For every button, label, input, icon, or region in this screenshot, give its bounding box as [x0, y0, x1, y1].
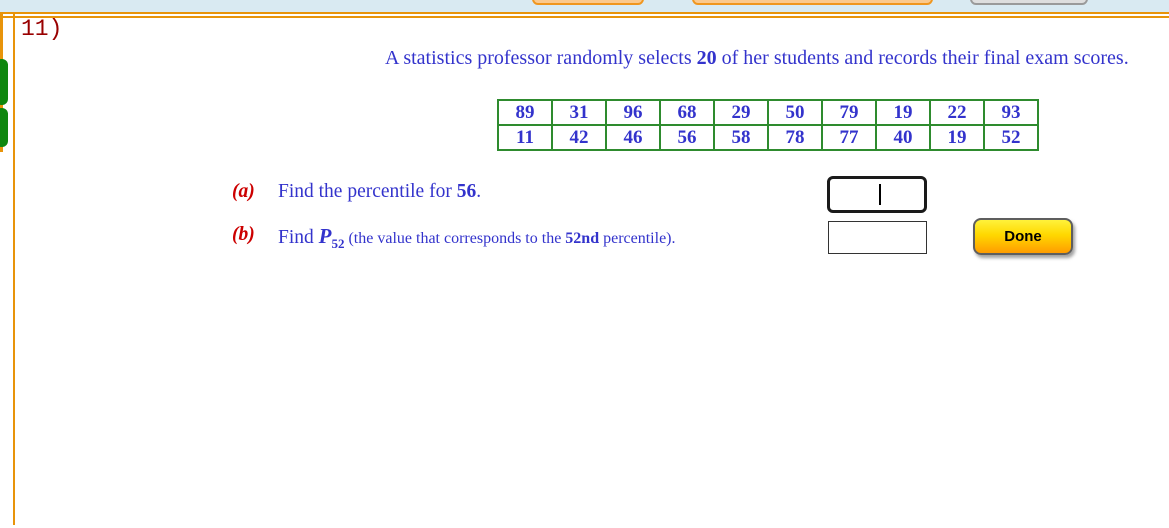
- answer-input-b[interactable]: [828, 221, 927, 254]
- score-cell: 19: [876, 100, 930, 125]
- part-b-text-pre: Find: [278, 227, 319, 248]
- scores-table: [497, 99, 1039, 151]
- score-cell: 40: [876, 125, 930, 150]
- question-number: 11): [21, 16, 63, 42]
- score-cell: 56: [660, 125, 714, 150]
- part-a-row: [0, 181, 1169, 211]
- score-cell: 77: [822, 125, 876, 150]
- score-cell: 68: [660, 100, 714, 125]
- p-symbol: P: [318, 224, 332, 248]
- toolbar-button-3[interactable]: [970, 0, 1088, 5]
- score-cell: 19: [930, 125, 984, 150]
- p-subscript: 52: [331, 235, 345, 251]
- score-cell: 50: [768, 100, 822, 125]
- part-b-paren-post: percentile).: [599, 230, 676, 247]
- scores-table-row: [498, 100, 1038, 125]
- side-panel-button-2[interactable]: [0, 108, 8, 147]
- part-b-paren-bold: 52nd: [565, 230, 600, 247]
- part-b-text: [278, 224, 676, 252]
- part-a-text: [278, 181, 481, 203]
- toolbar-button-2[interactable]: [692, 0, 933, 5]
- scores-table-row: [498, 125, 1038, 150]
- part-a-text-post: .: [476, 181, 482, 202]
- top-toolbar: [0, 0, 1169, 12]
- score-cell: 11: [498, 125, 552, 150]
- score-cell: 46: [606, 125, 660, 150]
- part-a-text-pre: Find the percentile for: [278, 181, 457, 202]
- problem-statement: [385, 44, 1163, 72]
- answer-input-a[interactable]: [827, 176, 927, 213]
- side-panel-button-1[interactable]: [0, 59, 8, 105]
- part-b-label: (b): [232, 224, 255, 245]
- score-cell: 52: [984, 125, 1038, 150]
- score-cell: 29: [714, 100, 768, 125]
- score-cell: 96: [606, 100, 660, 125]
- score-cell: 93: [984, 100, 1038, 125]
- score-cell: 22: [930, 100, 984, 125]
- part-b-paren-pre: (the value that corresponds to the: [344, 230, 566, 247]
- score-cell: 42: [552, 125, 606, 150]
- statement-text-bold: 20: [696, 47, 717, 69]
- done-button[interactable]: Done: [973, 218, 1073, 255]
- frame-border-top-inner: [0, 16, 1169, 18]
- statement-text-pre: A statistics professor randomly selects: [385, 47, 697, 69]
- score-cell: 78: [768, 125, 822, 150]
- frame-border-top-outer: [0, 12, 1169, 14]
- score-cell: 79: [822, 100, 876, 125]
- part-a-text-bold: 56: [456, 181, 477, 202]
- toolbar-button-1[interactable]: [532, 0, 644, 5]
- part-a-label: (a): [232, 181, 255, 202]
- score-cell: 58: [714, 125, 768, 150]
- text-cursor: [879, 184, 881, 205]
- statement-text-post: of her students and records their final exam scores.: [716, 47, 1129, 69]
- score-cell: 31: [552, 100, 606, 125]
- frame-border-left-inner: [13, 12, 15, 525]
- score-cell: 89: [498, 100, 552, 125]
